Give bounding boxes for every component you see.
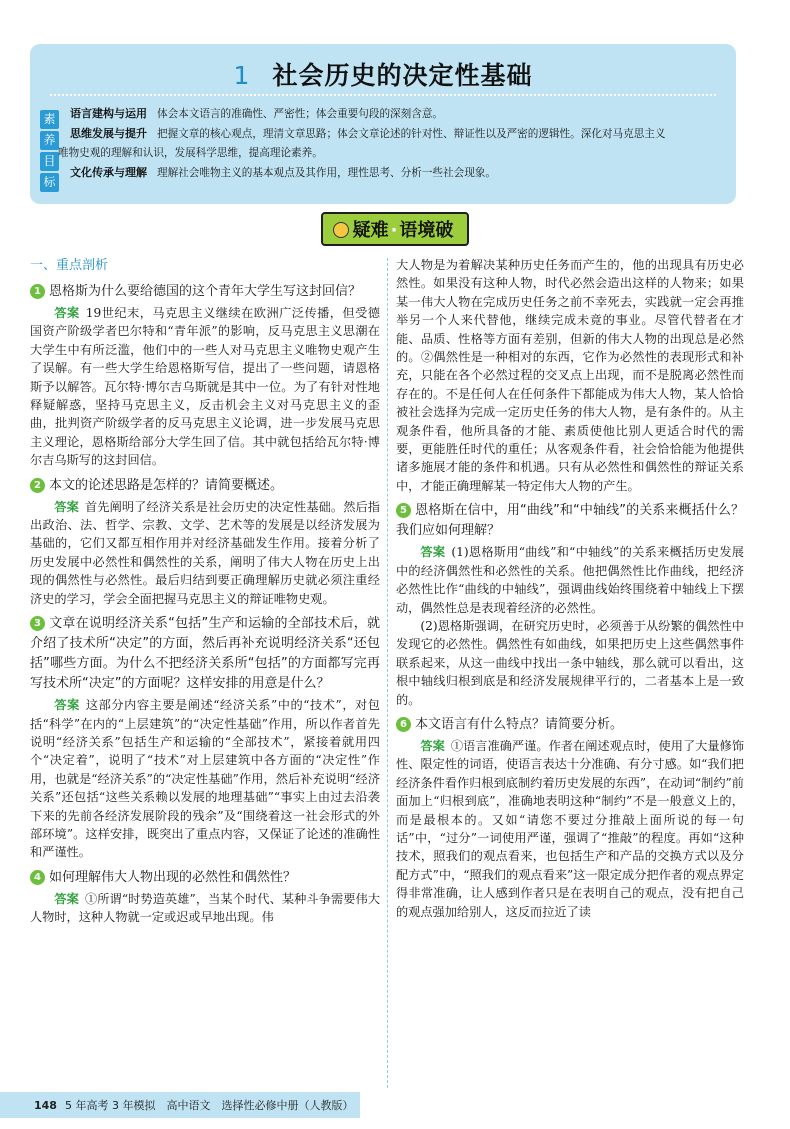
goal-language (70, 104, 725, 124)
goals-label-char: 养 (40, 131, 59, 150)
lightbulb-icon (333, 222, 349, 238)
book-title: 5 年高考 3 年模拟 高中语文 选择性必修中册（人教版） (64, 1099, 354, 1112)
answer-4 (30, 890, 380, 927)
question-3 (30, 614, 380, 694)
answer-text: 首先阐明了经济关系是社会历史的决定性基础。然后指出政治、法、哲学、宗教、文学、艺术等的发展是以经济发展为基础的，它们又都互相作用并对经济基础发生作用。接着分析了历史发展中必然性和偶然性的关系，阐明了伟大人物在历史上出现的偶然性与必然性。最后归结到要正确理解历史就必须注重经济史的学习，学会全面把握马克思主义的辩证唯物史观。 (30, 499, 380, 606)
answer-label: 答案 (54, 499, 79, 514)
answer-label: 答案 (54, 891, 79, 906)
goal-text: 唯物史观的理解和认识，发展科学思维，提高理论素养。 (58, 147, 323, 159)
goals-label-char: 目 (40, 152, 59, 171)
goal-text: 理解社会唯物主义的基本观点及其作用，理性思考、分析一些社会现象。 (157, 167, 496, 179)
question-number: 5 (396, 503, 411, 518)
section-badge (321, 212, 470, 246)
answer-text: ①所谓“时势造英雄”，当某个时代、某种斗争需要伟大人物时，这种人物就一定或迟或早地出现。伟 (30, 891, 381, 925)
question-number: 6 (396, 717, 411, 732)
goal-text: 体会本文语言的准确性、严密性；体会重要句段的深刻含意。 (157, 108, 444, 120)
goal-tag: 语言建构与运用 (70, 107, 147, 120)
answer-text: (1)恩格斯用“曲线”和“中轴线”的关系来概括历史发展中的经济偶然性和必然性的关系。他把偶然性比作曲线，把经济必然性比作“曲线的中轴线”，强调曲线始终围绕着中轴线上下摆动，偶然性总是表现着经济的必然性。 (396, 545, 744, 615)
goals-list (58, 104, 725, 183)
goal-text: 把握文章的核心观点，理清文章思路；体会文章论述的针对性、辩证性以及严密的逻辑性。深化对马克思主义 (157, 128, 666, 140)
answer-text: 19世纪末，马克思主义继续在欧洲广泛传播，但受德国资产阶级学者巴尔特和“青年派”的影响，反马克思主义思潮在大学生中有所泛滥，他们中的一些人对马克思主义唯物史观产生了误解。有一些大学生给恩格斯写信，提出了一些问题，请恩格斯予以解答。瓦尔特·博尔吉乌斯就是其中一位。为了有针对性地释疑解惑，坚持马克思主义，反击机会主义对马克思主义的歪曲，批判资产阶级学者的反马克思主义论调，进一步发展马克思主义理论，恩格斯给部分大学生回了信。其中就包括给瓦尔特·博尔吉乌斯写的这封回信。 (30, 306, 380, 468)
question-number: 4 (30, 870, 45, 885)
page-footer (0, 1092, 790, 1118)
badge-dot: · (390, 220, 398, 241)
chapter-number: 1 (233, 61, 251, 90)
section-heading: 一、重点剖析 (30, 258, 109, 273)
question-1 (30, 282, 380, 302)
footer-text (34, 1097, 353, 1113)
question-6 (396, 715, 744, 735)
goal-tag: 文化传承与理解 (70, 166, 147, 179)
question-text: 恩格斯在信中，用“曲线”和“中轴线”的关系来概括什么？我们应如何理解？ (396, 503, 744, 539)
goals-label-char: 标 (40, 173, 59, 192)
section-badge-wrap (0, 212, 790, 246)
question-text: 本文语言有什么特点？请简要分析。 (415, 716, 624, 732)
question-text: 如何理解伟大人物出现的必然性和偶然性？ (49, 869, 297, 885)
answer-text: 这部分内容主要是阐述“经济关系”中的“技术”，对包括“科学”在内的“上层建筑”的“决定性基础”作用，所以作者首先说明“经济关系”包括生产和运输的“全部技术”，紧接着就用四个“决定着”，说明了“技术”对上层建筑中各方面的“决定性”作用，也就是“经济关系”的“决定性基础”作用，然后补充说明“经济关系”还包括“这些关系赖以发展的地理基础”“事实上由过去沿袭下来的先前各经济发展阶段的残余”及“围绕着这一社会形式的外部环境”。这样安排，既突出了重点内容，又保证了论述的准确性和严谨性。 (30, 698, 380, 860)
badge-right: 语境破 (399, 220, 454, 241)
question-text: 本文的论述思路是怎样的？请简要概述。 (49, 477, 284, 493)
column-divider (387, 258, 388, 1088)
answer-3 (30, 696, 380, 862)
answer-5-part-2: (2)恩格斯强调，在研究历史时，必须善于从纷繁的偶然性中发现它的必然性。偶然性有如曲线，如果把历史上这些偶然事件联系起来，从这一曲线中找出一条中轴线，那么就可以看出，这根中轴线归根到底是和经济发展规律平行的，二者基本上是一致的。 (396, 618, 744, 707)
question-5 (396, 501, 744, 541)
question-2 (30, 476, 380, 496)
goal-tag: 思维发展与提升 (70, 127, 147, 140)
right-column (396, 256, 744, 921)
question-number: 1 (30, 284, 45, 299)
answer-4-continued: 大人物是为着解决某种历史任务而产生的，他的出现具有历史必然性。如果没有这种人物，时代必然会造出这样的人物来；如果某一伟大人物在完成历史任务之前不幸死去，实践就一定会再推举另一个人来代替他，继续完成未竟的事业。尽管代替者在才能、品质、性格等方面有差别，但新的伟大人物的出现总是必然的。②偶然性是一种相对的东西，它作为必然性的表现形式和补充，只能在各个必然过程的交叉点上出现，而不是脱离必然性而存在的。不是任何人在任何条件下都能成为伟大人物，某人恰恰被社会选择为完成一定历史任务的伟大人物，是有条件的。从主观条件看，他所具备的才能、素质使他比别人更适合时代的需要，更能胜任时代的重任；从客观条件看，社会恰恰能为他提供诸多施展才能的条件和机遇。只有从必然性和偶然性的辩证关系中，才能正确理解某一特定伟大人物的产生。 (396, 258, 744, 493)
answer-2 (30, 498, 380, 608)
goals-label-char: 素 (40, 110, 59, 129)
chapter-title (30, 56, 736, 92)
chapter-title-text: 社会历史的决定性基础 (272, 61, 533, 90)
answer-text: ①语言准确严谨。作者在阐述观点时，使用了大量修饰性、限定性的词语，使语言表达十分准确、有分寸感。如“我们把经济条件看作归根到底制约着历史发展的东西”，在动词“制约”前面加上“归根到底”，准确地表明这种“制约”不是一般意义上的，而是最根本的。又如“请您不要过分推敲上面所说的每一句话”中，“过分”一词使用严谨，强调了“推敲”的程度。再如“这种技术，照我们的观点看来，也包括生产和产品的交换方式以及分配方式”中，“照我们的观点看来”这一限定成分把作者的观点界定得非常准确，让人感到作者只是在表明自己的观点，没有把自己的观点强加给别人，这反而拉近了读 (396, 738, 745, 919)
answer-label: 答案 (420, 545, 446, 560)
answer-6 (396, 737, 744, 921)
left-column (30, 256, 380, 927)
question-number: 3 (30, 616, 45, 631)
question-text: 恩格斯为什么要给德国的这个青年大学生写这封回信？ (49, 284, 362, 299)
goals-label (40, 110, 60, 194)
question-text: 文章在说明经济关系“包括”生产和运输的全部技术后，就介绍了技术所“决定”的方面，然后再补充说明经济关系“还包括”哪些方面。为什么不把经济关系所“包括”的方面都写完再写技术所“决定”的方面呢？这样安排的用意是什么？ (30, 616, 380, 692)
goal-thinking (70, 124, 725, 144)
answer-5 (396, 543, 744, 617)
question-4 (30, 868, 380, 888)
badge-left: 疑难 (352, 220, 389, 241)
question-number: 2 (30, 478, 45, 493)
title-divider (50, 94, 716, 96)
page-number: 148 (34, 1099, 57, 1112)
goal-culture (70, 163, 725, 183)
answer-label: 答案 (420, 738, 445, 753)
answer-label: 答案 (54, 306, 80, 320)
answer-1 (30, 304, 380, 470)
answer-label: 答案 (54, 698, 80, 713)
goal-thinking-cont (58, 144, 725, 163)
objectives-panel (30, 44, 736, 204)
